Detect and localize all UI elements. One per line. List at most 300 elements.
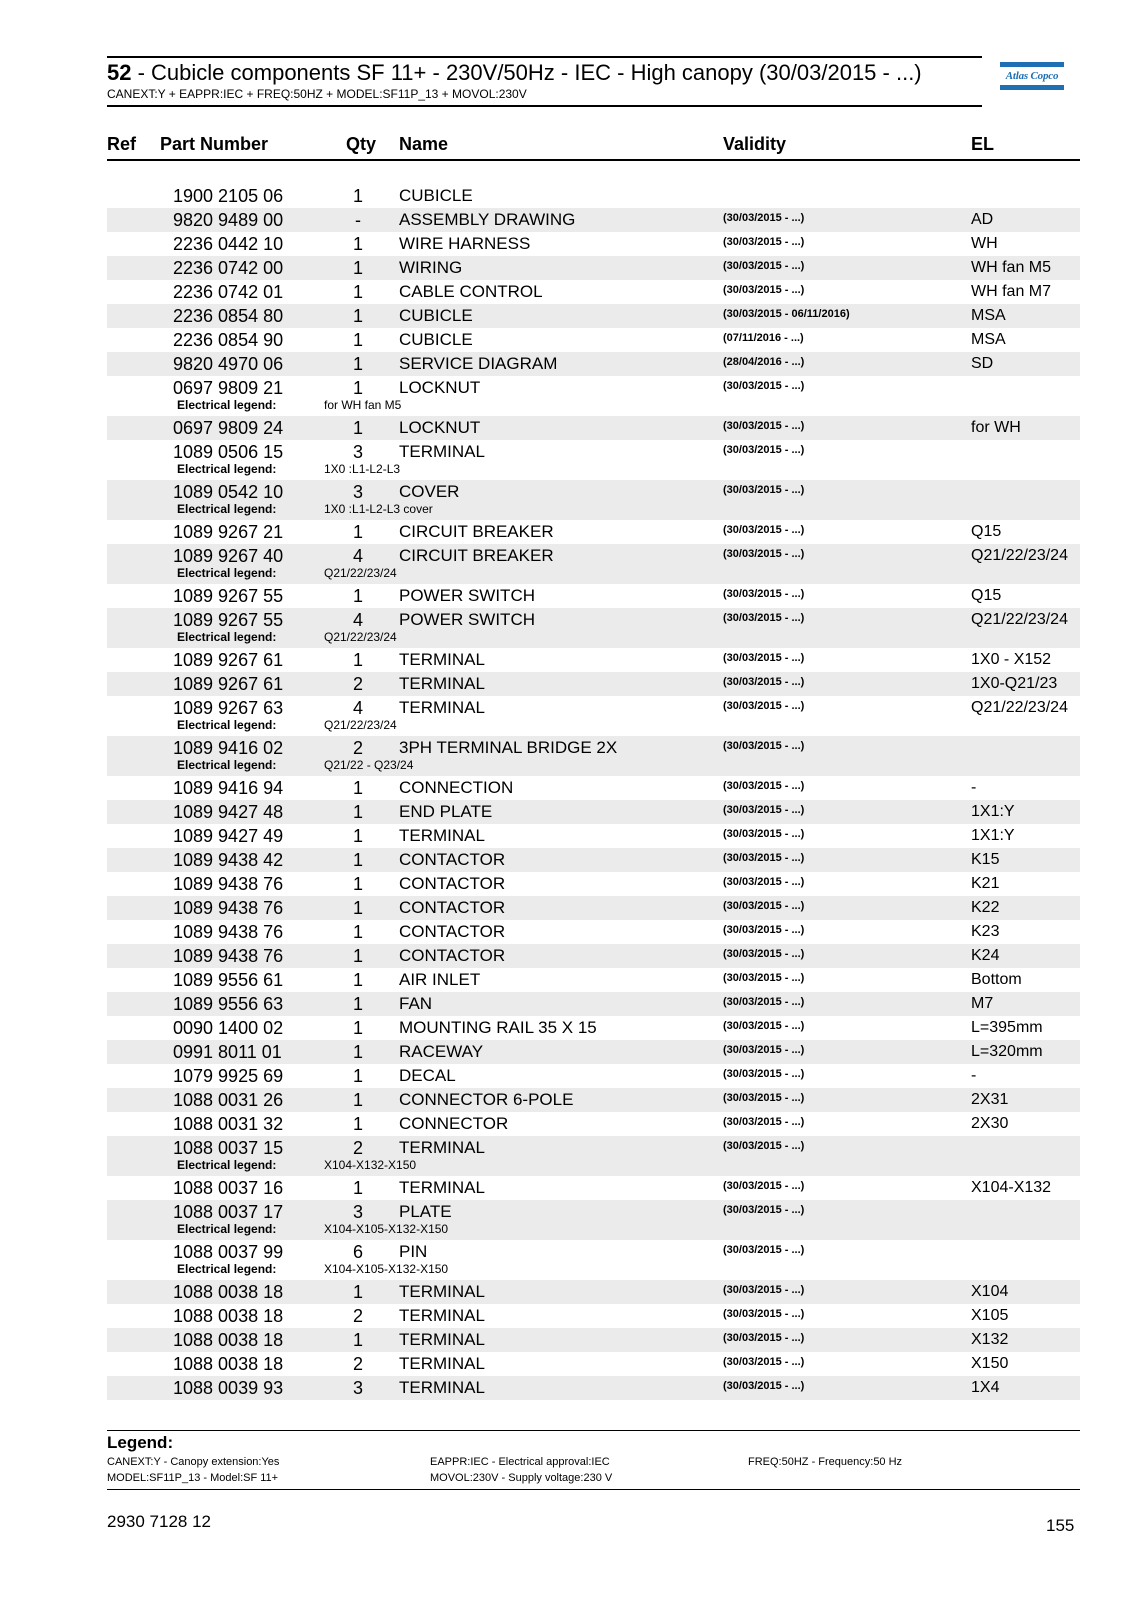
part-number: 9820 9489 00 [173,210,284,230]
validity: (30/03/2015 - ...) [723,236,805,248]
part-name: CONTACTOR [399,850,506,869]
el-reference: X105 [971,1307,1009,1324]
el-reference: 1X0 - X152 [971,651,1052,668]
part-number: 1900 2105 06 [173,186,284,206]
legend [107,1430,1080,1484]
quantity: 1 [352,874,363,894]
table-row [107,1352,1080,1376]
table-row [107,920,1080,944]
quantity: 6 [352,1242,363,1262]
quantity: 1 [352,522,363,542]
table-row [107,896,1080,920]
table-row [107,376,1080,416]
part-number: 2236 0854 80 [173,306,284,326]
section-number: 52 [107,60,132,85]
validity: (30/03/2015 - ...) [723,804,805,816]
table-row [107,1200,1080,1240]
header-bottom-rule [107,105,982,107]
part-name: TERMINAL [399,1378,485,1397]
validity: (30/03/2015 - ...) [723,1284,805,1296]
table-row [107,776,1080,800]
part-name: LOCKNUT [399,418,481,437]
part-name: WIRING [399,258,463,277]
el-reference: AD [971,211,994,228]
validity: (30/03/2015 - ...) [723,1356,805,1368]
part-number: 1089 9267 63 [173,698,284,718]
table-row [107,416,1080,440]
part-name: CONTACTOR [399,922,506,941]
table-row [107,280,1080,304]
quantity: 3 [352,1378,363,1398]
validity: (30/03/2015 - ...) [723,444,805,456]
quantity: 3 [352,442,363,462]
el-reference: Q21/22/23/24 [971,611,1068,628]
legend-item: EAPPR:IEC - Electrical approval:IEC [430,1456,610,1468]
electrical-legend-text: X104-X105-X132-X150 [324,1262,449,1276]
part-name: CONTACTOR [399,946,506,965]
part-number: 1089 9556 63 [173,994,284,1014]
table-row [107,1240,1080,1280]
table-row [107,648,1080,672]
col-part-number: Part Number [160,134,269,154]
part-name: CONNECTION [399,778,514,797]
table-row [107,352,1080,376]
validity: (30/03/2015 - ...) [723,876,805,888]
el-reference: Q15 [971,587,1002,604]
part-number: 1088 0037 16 [173,1178,284,1198]
validity: (30/03/2015 - ...) [723,852,805,864]
table-row [107,1304,1080,1328]
page-title [107,60,982,86]
part-number: 1088 0038 18 [173,1306,284,1326]
quantity: 1 [352,922,363,942]
table-row [107,1328,1080,1352]
part-name: DECAL [399,1066,456,1085]
part-name: TERMINAL [399,1138,485,1157]
el-reference: MSA [971,331,1006,348]
parts-table [107,184,1080,1400]
validity: (30/03/2015 - ...) [723,1308,805,1320]
part-number: 1089 9427 49 [173,826,284,846]
part-number: 1088 0031 32 [173,1114,284,1134]
el-reference: X132 [971,1331,1009,1348]
part-number: 1088 0031 26 [173,1090,284,1110]
el-reference: WH fan M5 [971,259,1052,276]
part-name: ASSEMBLY DRAWING [399,210,576,229]
electrical-legend-label: Electrical legend: [177,462,277,476]
quantity: 3 [352,1202,363,1222]
electrical-legend-text: 1X0 :L1-L2-L3 [324,462,401,476]
validity: (30/03/2015 - ...) [723,1140,805,1152]
logo-bottom-bar [1000,85,1064,90]
quantity: 1 [352,306,363,326]
quantity: 1 [352,778,363,798]
validity: (30/03/2015 - ...) [723,588,805,600]
quantity: 1 [352,1282,363,1302]
validity: (30/03/2015 - ...) [723,828,805,840]
validity: (30/03/2015 - ...) [723,676,805,688]
quantity: 1 [352,650,363,670]
part-name: WIRE HARNESS [399,234,531,253]
el-reference: for WH [971,419,1021,436]
part-name: TERMINAL [399,650,485,669]
section-title: - Cubicle components SF 11+ - 230V/50Hz - IEC - High canopy (30/03/2015 - ...) [131,60,922,85]
quantity: 2 [352,1354,363,1374]
quantity: 1 [352,234,363,254]
table-header [107,131,1080,161]
part-name: CUBICLE [399,186,473,205]
validity: (30/03/2015 - ...) [723,700,805,712]
part-number: 1089 9438 76 [173,874,284,894]
el-reference: K23 [971,923,1000,940]
legend-item: CANEXT:Y - Canopy extension:Yes [107,1456,280,1468]
quantity: 4 [352,546,363,566]
document-number: 2930 7128 12 [107,1512,211,1531]
quantity: 1 [352,994,363,1014]
table-row [107,328,1080,352]
validity: (30/03/2015 - ...) [723,1380,805,1392]
electrical-legend-label: Electrical legend: [177,1222,277,1236]
validity: (30/03/2015 - ...) [723,420,805,432]
part-number: 1089 9427 48 [173,802,284,822]
validity: (30/03/2015 - ...) [723,780,805,792]
part-name: TERMINAL [399,698,485,717]
quantity: 1 [352,418,363,438]
part-number: 1088 0038 18 [173,1282,284,1302]
quantity: 1 [352,1114,363,1134]
validity: (30/03/2015 - ...) [723,380,805,392]
quantity: 2 [352,1138,363,1158]
table-row [107,608,1080,648]
electrical-legend-text: Q21/22/23/24 [324,718,397,732]
validity: (30/03/2015 - ...) [723,1044,805,1056]
part-name: CONNECTOR 6-POLE [399,1090,574,1109]
legend-item: FREQ:50HZ - Frequency:50 Hz [748,1456,903,1468]
table-row [107,1280,1080,1304]
validity: (30/03/2015 - ...) [723,740,805,752]
part-number: 1089 9438 76 [173,898,284,918]
part-number: 1089 9267 21 [173,522,284,542]
el-reference: K15 [971,851,1000,868]
el-reference: Bottom [971,971,1022,988]
el-reference: 1X0-Q21/23 [971,675,1058,692]
validity: (30/03/2015 - ...) [723,260,805,272]
validity: (28/04/2016 - ...) [723,356,805,368]
el-reference: Q21/22/23/24 [971,547,1068,564]
part-number: 1089 9438 76 [173,922,284,942]
table-row [107,1176,1080,1200]
header-top-rule [107,56,982,58]
table-row [107,872,1080,896]
quantity: 1 [352,970,363,990]
table-row [107,824,1080,848]
validity: (30/03/2015 - ...) [723,1092,805,1104]
electrical-legend-label: Electrical legend: [177,502,277,516]
electrical-legend-label: Electrical legend: [177,566,277,580]
table-row [107,440,1080,480]
part-name: RACEWAY [399,1042,484,1061]
validity: (30/03/2015 - ...) [723,924,805,936]
quantity: 1 [352,946,363,966]
logo-text: Atlas Copco [1005,70,1059,82]
table-row [107,1088,1080,1112]
electrical-legend-text: X104-X132-X150 [324,1158,417,1172]
electrical-legend-text: X104-X105-X132-X150 [324,1222,449,1236]
part-number: 1089 9267 61 [173,674,284,694]
part-name: CABLE CONTROL [399,282,543,301]
table-row [107,480,1080,520]
el-reference: 1X4 [971,1379,1000,1396]
validity: (30/03/2015 - ...) [723,612,805,624]
legend-item: MOVOL:230V - Supply voltage:230 V [430,1472,613,1484]
part-number: 2236 0442 10 [173,234,284,254]
quantity: 1 [352,1178,363,1198]
legend-item: MODEL:SF11P_13 - Model:SF 11+ [107,1472,279,1484]
validity: (30/03/2015 - ...) [723,996,805,1008]
quantity: 1 [352,330,363,350]
part-number: 0090 1400 02 [173,1018,284,1038]
validity: (30/03/2015 - 06/11/2016) [723,308,850,320]
table-row [107,208,1080,232]
part-number: 1089 0542 10 [173,482,284,502]
table-row [107,1016,1080,1040]
el-reference: - [971,1067,977,1084]
quantity: 1 [352,186,363,206]
electrical-legend-label: Electrical legend: [177,1158,277,1172]
col-validity: Validity [723,134,787,154]
part-name: CUBICLE [399,306,473,325]
part-number: 1089 9267 40 [173,546,284,566]
table-row [107,1376,1080,1400]
part-name: TERMINAL [399,1354,485,1373]
part-name: TERMINAL [399,1178,485,1197]
part-number: 0697 9809 24 [173,418,284,438]
validity: (30/03/2015 - ...) [723,900,805,912]
table-row [107,1040,1080,1064]
electrical-legend-text: for WH fan M5 [324,398,402,412]
quantity: 1 [352,1066,363,1086]
quantity: 2 [352,1306,363,1326]
col-el: EL [971,134,995,154]
legend-title: Legend: [107,1433,174,1452]
table-row [107,232,1080,256]
col-name: Name [399,134,449,154]
part-name: SERVICE DIAGRAM [399,354,558,373]
table-row [107,544,1080,584]
part-number: 0697 9809 21 [173,378,284,398]
part-number: 1089 9556 61 [173,970,284,990]
table-row [107,800,1080,824]
part-number: 2236 0854 90 [173,330,284,350]
table-row [107,968,1080,992]
part-number: 1088 0038 18 [173,1330,284,1350]
electrical-legend-text: Q21/22 - Q23/24 [324,758,414,772]
quantity: 1 [352,258,363,278]
part-name: POWER SWITCH [399,586,535,605]
part-name: TERMINAL [399,1282,485,1301]
validity: (30/03/2015 - ...) [723,948,805,960]
table-row [107,1112,1080,1136]
validity: (30/03/2015 - ...) [723,548,805,560]
table-row [107,672,1080,696]
part-number: 1088 0038 18 [173,1354,284,1374]
validity: (30/03/2015 - ...) [723,212,805,224]
col-ref: Ref [107,134,137,154]
part-name: PLATE [399,1202,452,1221]
part-name: TERMINAL [399,1330,485,1349]
part-number: 1089 9438 42 [173,850,284,870]
validity: (30/03/2015 - ...) [723,1068,805,1080]
validity: (30/03/2015 - ...) [723,524,805,536]
table-row [107,520,1080,544]
part-number: 1088 0039 93 [173,1378,284,1398]
legend-bottom-rule [107,1489,1080,1490]
electrical-legend-label: Electrical legend: [177,630,277,644]
quantity: 1 [352,354,363,374]
quantity: 1 [352,378,363,398]
validity: (30/03/2015 - ...) [723,1244,805,1256]
electrical-legend-label: Electrical legend: [177,758,277,772]
validity: (30/03/2015 - ...) [723,1020,805,1032]
electrical-legend-label: Electrical legend: [177,718,277,732]
validity: (30/03/2015 - ...) [723,1332,805,1344]
el-reference: WH fan M7 [971,283,1052,300]
quantity: 1 [352,1330,363,1350]
el-reference: - [971,779,977,796]
part-name: MOUNTING RAIL 35 X 15 [399,1018,597,1037]
quantity: 2 [352,674,363,694]
electrical-legend-text: 1X0 :L1-L2-L3 cover [324,502,433,516]
validity: (30/03/2015 - ...) [723,1116,805,1128]
part-name: AIR INLET [399,970,481,989]
part-number: 1089 0506 15 [173,442,284,462]
table-row [107,256,1080,280]
electrical-legend-label: Electrical legend: [177,398,277,412]
part-number: 2236 0742 00 [173,258,284,278]
el-reference: X104-X132 [971,1179,1052,1196]
part-name: POWER SWITCH [399,610,535,629]
el-reference: 1X1:Y [971,803,1015,820]
quantity: 1 [352,282,363,302]
part-name: LOCKNUT [399,378,481,397]
validity: (07/11/2016 - ...) [723,332,804,344]
quantity: - [355,210,361,230]
validity: (30/03/2015 - ...) [723,1204,805,1216]
el-reference: 2X30 [971,1115,1009,1132]
part-number: 1088 0037 15 [173,1138,284,1158]
page-subtitle: CANEXT:Y + EAPPR:IEC + FREQ:50HZ + MODEL:SF11P_13 + MOVOL:230V [107,87,527,101]
part-name: TERMINAL [399,442,485,461]
table-row [107,992,1080,1016]
table-row [107,1136,1080,1176]
part-name: TERMINAL [399,674,485,693]
col-qty: Qty [346,134,377,154]
quantity: 1 [352,1090,363,1110]
quantity: 2 [352,738,363,758]
electrical-legend-text: Q21/22/23/24 [324,630,397,644]
el-reference: WH [971,235,998,252]
part-number: 9820 4970 06 [173,354,284,374]
table-row [107,584,1080,608]
part-name: CIRCUIT BREAKER [399,546,554,565]
part-name: TERMINAL [399,1306,485,1325]
table-row [107,848,1080,872]
el-reference: K24 [971,947,1000,964]
table-row [107,184,1080,208]
quantity: 4 [352,610,363,630]
part-number: 1088 0037 99 [173,1242,284,1262]
quantity: 4 [352,698,363,718]
part-number: 2236 0742 01 [173,282,284,302]
electrical-legend-label: Electrical legend: [177,1262,277,1276]
validity: (30/03/2015 - ...) [723,284,805,296]
part-number: 1089 9416 94 [173,778,284,798]
validity: (30/03/2015 - ...) [723,484,805,496]
validity: (30/03/2015 - ...) [723,652,805,664]
table-row [107,944,1080,968]
part-number: 1089 9267 55 [173,610,284,630]
page-number: 155 [1046,1516,1075,1535]
part-name: CONTACTOR [399,874,506,893]
part-name: PIN [399,1242,428,1261]
part-number: 1088 0037 17 [173,1202,284,1222]
el-reference: SD [971,355,994,372]
part-number: 0991 8011 01 [173,1042,282,1062]
el-reference: MSA [971,307,1006,324]
quantity: 1 [352,1042,363,1062]
part-name: END PLATE [399,802,493,821]
el-reference: L=395mm [971,1019,1043,1036]
part-name: COVER [399,482,460,501]
electrical-legend-text: Q21/22/23/24 [324,566,397,580]
el-reference: L=320mm [971,1043,1043,1060]
atlas-copco-logo [1000,62,1064,92]
el-reference: 1X1:Y [971,827,1015,844]
quantity: 1 [352,850,363,870]
part-name: 3PH TERMINAL BRIDGE 2X [399,738,618,757]
el-reference: K21 [971,875,1000,892]
part-number: 1089 9438 76 [173,946,284,966]
part-name: CIRCUIT BREAKER [399,522,554,541]
part-number: 1089 9416 02 [173,738,284,758]
quantity: 1 [352,802,363,822]
part-name: CONTACTOR [399,898,506,917]
el-reference: K22 [971,899,1000,916]
quantity: 1 [352,1018,363,1038]
part-name: CONNECTOR [399,1114,509,1133]
part-number: 1079 9925 69 [173,1066,284,1086]
part-name: CUBICLE [399,330,473,349]
quantity: 3 [352,482,363,502]
part-number: 1089 9267 55 [173,586,284,606]
quantity: 1 [352,898,363,918]
table-row [107,304,1080,328]
quantity: 1 [352,586,363,606]
el-reference: M7 [971,995,994,1012]
part-name: FAN [399,994,433,1013]
el-reference: X104 [971,1283,1009,1300]
page-header [107,56,982,107]
el-reference: Q21/22/23/24 [971,699,1068,716]
validity: (30/03/2015 - ...) [723,1180,805,1192]
quantity: 1 [352,826,363,846]
table-row [107,736,1080,776]
table-row [107,696,1080,736]
part-number: 1089 9267 61 [173,650,284,670]
el-reference: X150 [971,1355,1009,1372]
table-row [107,1064,1080,1088]
part-name: TERMINAL [399,826,485,845]
